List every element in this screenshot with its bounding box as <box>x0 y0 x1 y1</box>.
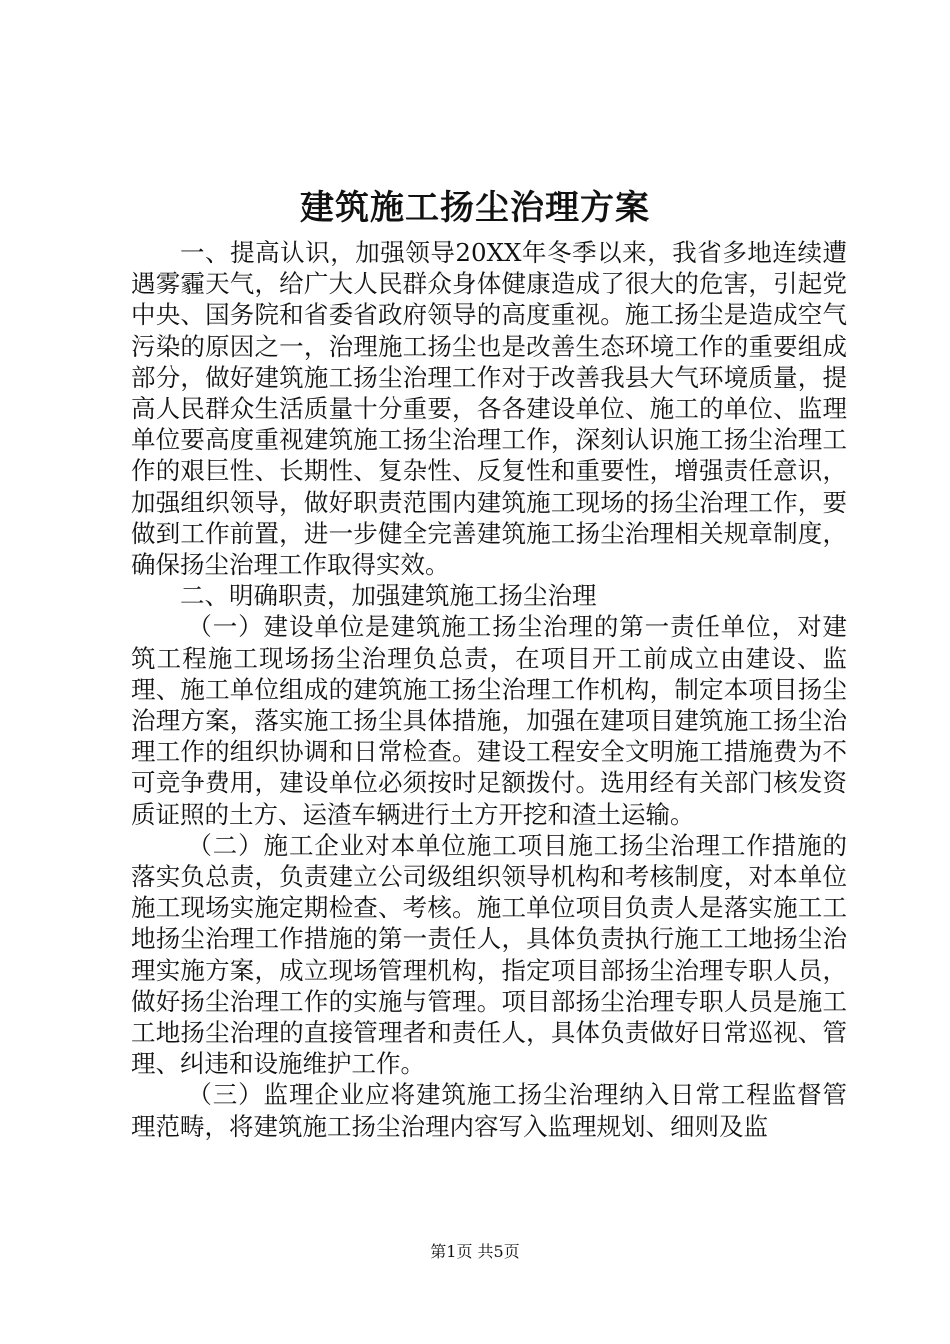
paragraph-supervision-enterprise: （三）监理企业应将建筑施工扬尘治理纳入日常工程监督管理范畴，将建筑施工扬尘治理内容写入监理规划、细则及监 <box>131 1080 847 1141</box>
paragraph-construction-enterprise: （二）施工企业对本单位施工项目施工扬尘治理工作措施的落实负总责，负责建立公司级组织领导机构和考核制度，对本单位施工现场实施定期检查、考核。施工单位项目负责人是落实施工工地扬尘治理工作措施的第一责任人，具体负责执行施工工地扬尘治理实施方案，成立现场管理机构，指定项目部扬尘治理专职人员，做好扬尘治理工作的实施与管理。项目部扬尘治理专职人员是施工工地扬尘治理的直接管理者和责任人，具体负责做好日常巡视、管理、纠违和设施维护工作。 <box>131 830 847 1079</box>
paragraph-section-two-heading: 二、明确职责，加强建筑施工扬尘治理 <box>180 581 597 611</box>
page-number-footer: 第1页 共5页 <box>430 1242 520 1261</box>
paragraph-improve-awareness: 一、提高认识，加强领导20XX年冬季以来，我省多地连续遭遇雾霾天气，给广大人民群众身体健康造成了很大的危害，引起党中央、国务院和省委省政府领导的高度重视。施工扬尘是造成空气污染的原因之一，治理施工扬尘也是改善生态环境工作的重要组成部分，做好建筑施工扬尘治理工作对于改善我县大气环境质量，提高人民群众生活质量十分重要，各各建设单位、施工的单位、监理单位要高度重视建筑施工扬尘治理工作，深刻认识施工扬尘治理工作的艰巨性、长期性、复杂性、反复性和重要性，增强责任意识，加强组织领导，做好职责范围内建筑施工现场的扬尘治理工作，要做到工作前置，进一步健全完善建筑施工扬尘治理相关规章制度，确保扬尘治理工作取得实效。 <box>131 238 847 580</box>
document-body <box>131 237 847 1142</box>
document-title: 建筑施工扬尘治理方案 <box>300 188 650 228</box>
paragraph-construction-unit: （一）建设单位是建筑施工扬尘治理的第一责任单位，对建筑工程施工现场扬尘治理负总责，在项目开工前成立由建设、监理、施工单位组成的建筑施工扬尘治理工作机构，制定本项目扬尘治理方案，落实施工扬尘具体措施，加强在建项目建筑施工扬尘治理工作的组织协调和日常检查。建设工程安全文明施工措施费为不可竞争费用，建设单位必须按时足额拨付。选用经有关部门核发资质证照的土方、运渣车辆进行土方开挖和渣土运输。 <box>131 612 847 829</box>
